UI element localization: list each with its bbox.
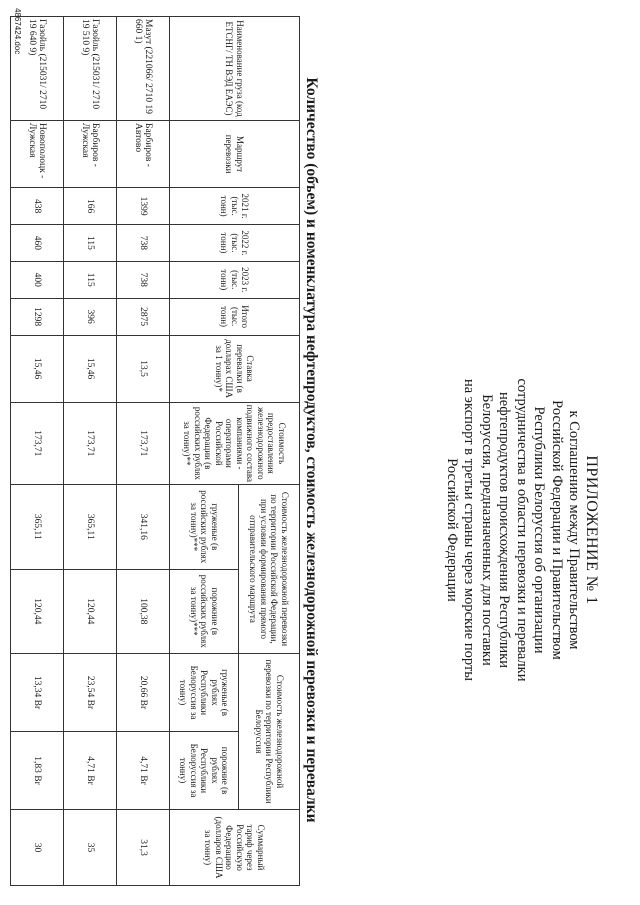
cell-2023: 115: [64, 261, 117, 298]
annex-line: Российской Федерации: [444, 458, 460, 602]
cell-total: 396: [64, 298, 117, 335]
cell-cargo: Газойль (215031/ 2710 19 640 9): [11, 17, 64, 121]
cell-rolling: 173,71: [11, 402, 64, 484]
header-rate: Ставка перевалки (в долларах США за 1 тонну)*: [170, 335, 300, 402]
cell-by-loaded: 23,54 Br: [64, 654, 117, 732]
cell-2023: 400: [11, 261, 64, 298]
annex-line: Республики Белоруссия об организации: [531, 406, 548, 654]
header-by-loaded: груженые (в рублях Республики Белоруссия за тонну): [170, 654, 239, 732]
table-row: [117, 17, 170, 886]
annex-line: Белоруссия, предназначенных для поставки: [479, 394, 495, 666]
annex-line: сотрудничества в области перевозки и перевалки: [514, 378, 530, 682]
cell-rolling: 173,71: [64, 402, 117, 484]
cell-rf-loaded: 365,11: [11, 485, 64, 570]
header-route: Маршрут перевозки: [170, 121, 300, 188]
header-rf-empty: порожние (в российских рублях за тонну)***: [170, 569, 239, 654]
header-rf-group: Стоимость железнодорожной перевозки по территории Российской Федерации, при условии формирования прямого отправительского маршрута: [239, 485, 300, 654]
cell-rf-loaded: 365,11: [64, 485, 117, 570]
cell-rf-empty: 100,38: [117, 569, 170, 654]
cell-2021: 166: [64, 188, 117, 225]
annex-title: ПРИЛОЖЕНИЕ № 1: [583, 455, 600, 605]
cell-by-loaded: 13,34 Br: [11, 654, 64, 732]
header-total: Итого (тыс. тонн): [170, 298, 300, 335]
annex-line: к Соглашению между Правительством: [566, 410, 583, 650]
cell-route: Барбиров - Лужская: [64, 121, 117, 188]
cell-2021: 438: [11, 188, 64, 225]
table-row: [11, 17, 64, 886]
header-cargo: Наименование груза (код ЕТСНГ/ ТН ВЭД ЕАЭС): [170, 17, 300, 121]
cell-total: 1298: [11, 298, 64, 335]
cell-by-empty: 4,71 Br: [117, 732, 170, 810]
document-title: Количество (объем) и номенклатура нефтепродуктов, стоимость железнодорожной перевозки и перевалки: [303, 77, 320, 823]
tariff-table: [10, 16, 300, 886]
cell-sum: 31,3: [117, 810, 170, 886]
cell-cargo: Газойль (215031/ 2710 19 510 9): [64, 17, 117, 121]
cell-rolling: 173,71: [117, 402, 170, 484]
cell-route: Барбиров - Автово: [117, 121, 170, 188]
cell-by-loaded: 20,66 Br: [117, 654, 170, 732]
annex-line: нефтепродуктов происхождения Республики: [496, 392, 513, 668]
cell-by-empty: 1,83 Br: [11, 732, 64, 810]
cell-2022: 115: [64, 225, 117, 262]
header-2022: 2022 г. (тыс. тонн): [170, 225, 300, 262]
cell-rf-empty: 120,44: [64, 569, 117, 654]
cell-sum: 30: [11, 810, 64, 886]
cell-total: 2875: [117, 298, 170, 335]
cell-rate: 15,46: [64, 335, 117, 402]
cell-rf-empty: 120,44: [11, 569, 64, 654]
header-sum: Суммарный тариф через Российскую Федерацию (долларов США за тонну): [170, 810, 300, 886]
cell-2023: 738: [117, 261, 170, 298]
annex-header: [443, 230, 601, 830]
header-2023: 2023 г. (тыс. тонн): [170, 261, 300, 298]
cell-rate: 13,5: [117, 335, 170, 402]
header-by-group: Стоимость железнодорожной перевозки по территории Республики Белоруссия: [239, 654, 300, 810]
document-number: 4867424.doc: [13, 8, 22, 55]
header-rf-loaded: груженые (в российских рублях за тонну)***: [170, 485, 239, 570]
annex-line: на экспорт в третьи страны через морские порты: [461, 378, 478, 682]
table-row: [64, 17, 117, 886]
cell-rate: 15,46: [11, 335, 64, 402]
cell-2022: 738: [117, 225, 170, 262]
cell-cargo: Мазут (221066/ 2710 19 660 1): [117, 17, 170, 121]
annex-line: Российской Федерации и Правительством: [549, 400, 565, 660]
cell-2021: 1399: [117, 188, 170, 225]
cell-by-empty: 4,71 Br: [64, 732, 117, 810]
cell-sum: 35: [64, 810, 117, 886]
header-by-empty: порожние (в рублях Республики Белоруссия за тонну): [170, 732, 239, 810]
cell-rf-loaded: 341,16: [117, 485, 170, 570]
cell-route: Новополоцк - Лужская: [11, 121, 64, 188]
header-2021: 2021 г. (тыс. тонн): [170, 188, 300, 225]
header-rolling-stock: Стоимость предоставления железнодорожного подвижного состава компаниями - операторами Российской Федерации (в российских рублях за тонну)**: [170, 402, 300, 484]
cell-2022: 460: [11, 225, 64, 262]
